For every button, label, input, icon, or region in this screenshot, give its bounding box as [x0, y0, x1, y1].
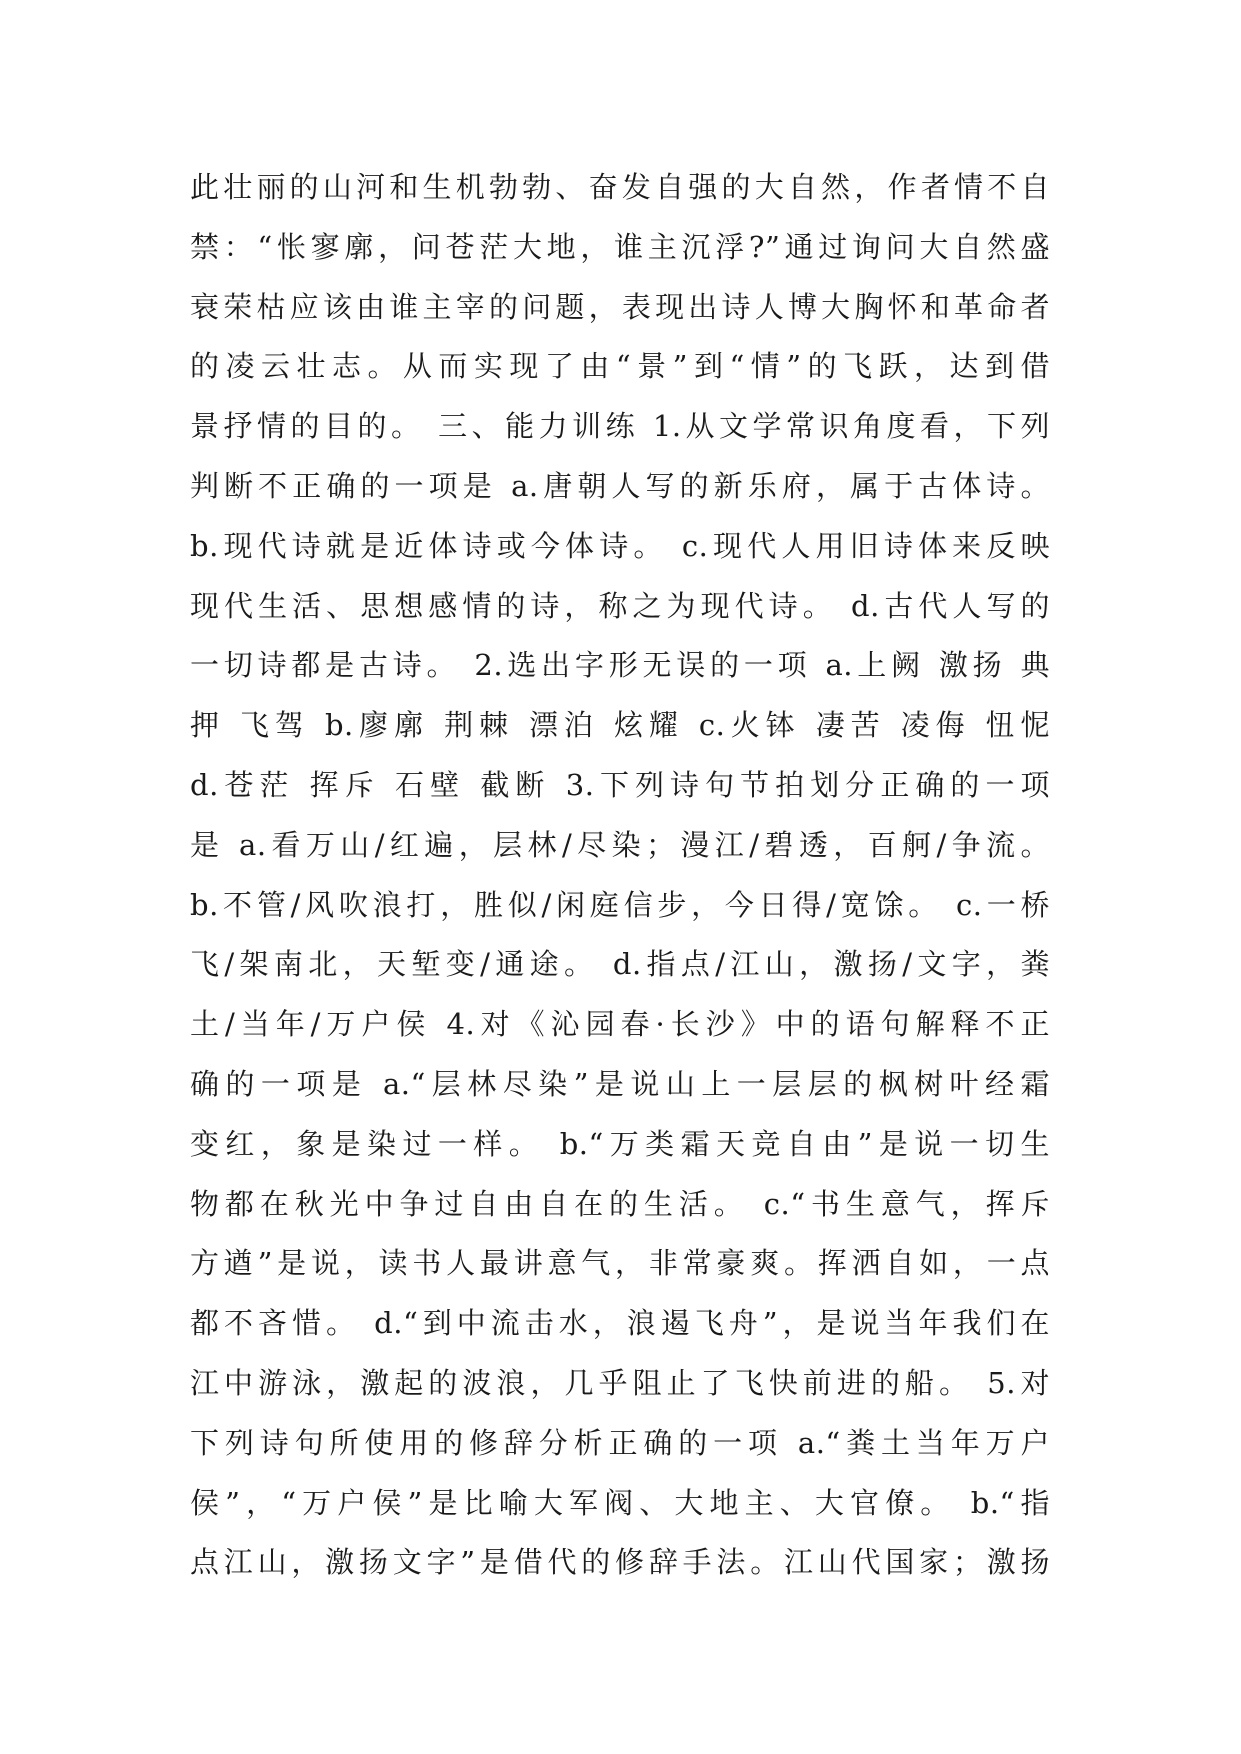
text-line-14: 飞/架南北，天堑变/通途。 d.指点/江山，激扬/文字，粪 [190, 947, 1050, 982]
text-line-13: b.不管/风吹浪打，胜似/闲庭信步，今日得/宽馀。 c.一桥 [190, 887, 1050, 922]
text-line-10: 押 飞驾 b.廖廓 荆棘 漂泊 炫耀 c.火钵 凄苦 凌侮 忸怩 [190, 708, 1050, 743]
body-text [190, 158, 1050, 1593]
text-line-19: 方遒”是说，读书人最讲意气，非常豪爽。挥洒自如，一点 [190, 1246, 1050, 1281]
text-line-2: 禁：“怅寥廓，问苍茫大地，谁主沉浮?”通过询问大自然盛 [190, 229, 1050, 264]
text-line-6: 判断不正确的一项是 a.唐朝人写的新乐府，属于古体诗。 [190, 468, 1050, 503]
text-line-16: 确的一项是 a.“层林尽染”是说山上一层层的枫树叶经霜 [190, 1066, 1050, 1101]
text-line-12: 是 a.看万山/红遍，层林/尽染；漫江/碧透，百舸/争流。 [190, 827, 1050, 862]
text-line-7: b.现代诗就是近体诗或今体诗。 c.现代人用旧诗体来反映 [190, 528, 1050, 563]
text-line-23: 侯”，“万户侯”是比喻大军阀、大地主、大官僚。 b.“指 [190, 1485, 1050, 1520]
text-line-21: 江中游泳，激起的波浪，几乎阻止了飞快前进的船。 5.对 [190, 1365, 1050, 1400]
text-line-15: 土/当年/万户侯 4.对《沁园春·长沙》中的语句解释不正 [190, 1007, 1050, 1042]
text-line-24: 点江山，激扬文字”是借代的修辞手法。江山代国家；激扬 [190, 1545, 1050, 1580]
text-line-3: 衰荣枯应该由谁主宰的问题，表现出诗人博大胸怀和革命者 [190, 289, 1050, 324]
text-line-11: d.苍茫 挥斥 石壁 截断 3.下列诗句节拍划分正确的一项 [190, 767, 1050, 802]
text-line-9: 一切诗都是古诗。 2.选出字形无误的一项 a.上阙 激扬 典 [190, 648, 1050, 683]
text-line-20: 都不吝惜。 d.“到中流击水，浪遏飞舟”，是说当年我们在 [190, 1306, 1050, 1341]
text-line-4: 的凌云壮志。从而实现了由“景”到“情”的飞跃，达到借 [190, 349, 1050, 384]
text-line-18: 物都在秋光中争过自由自在的生活。 c.“书生意气，挥斥 [190, 1186, 1050, 1221]
text-line-5: 景抒情的目的。 三、能力训练 1.从文学常识角度看，下列 [190, 409, 1050, 444]
text-line-8: 现代生活、思想感情的诗，称之为现代诗。 d.古代人写的 [190, 588, 1050, 623]
text-line-22: 下列诗句所使用的修辞分析正确的一项 a.“粪土当年万户 [190, 1425, 1050, 1460]
text-line-17: 变红，象是染过一样。 b.“万类霜天竞自由”是说一切生 [190, 1126, 1050, 1161]
text-line-1: 此壮丽的山河和生机勃勃、奋发自强的大自然，作者情不自 [190, 170, 1050, 204]
